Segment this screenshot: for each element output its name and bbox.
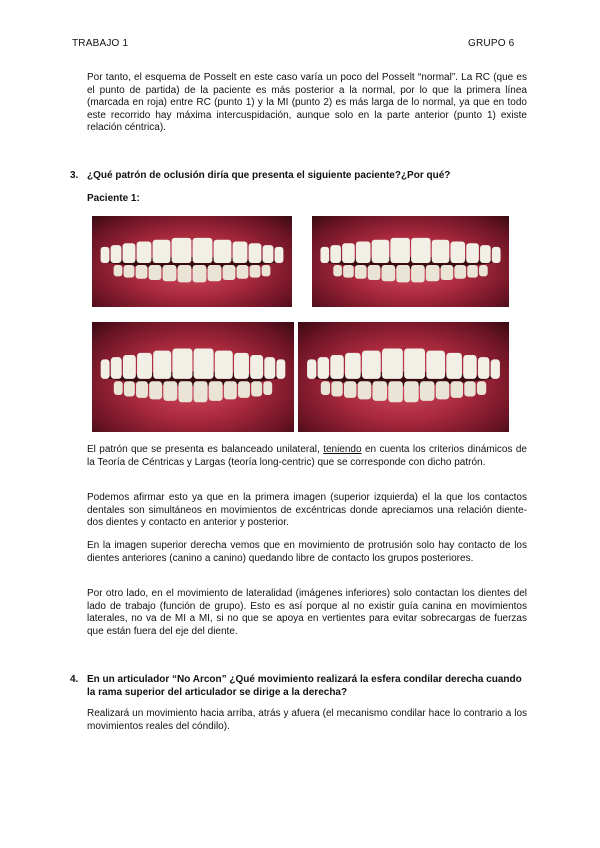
lower-tooth [163,265,177,281]
upper-tooth [276,359,285,378]
upper-tooth [330,355,344,379]
lower-tooth [136,265,148,279]
lower-tooth [404,381,419,402]
lower-tooth [114,381,123,395]
lower-tooth [331,381,342,396]
upper-tooth [480,245,491,263]
upper-tooth [214,240,232,263]
upper-tooth [320,247,329,263]
teeth-photo-top-right [312,216,509,307]
intro-paragraph: Por tanto, el esquema de Posselt en este caso varía un poco del Posselt “normal”. La RC (que es el punto de partida) de la paciente es más posterior a la normal, por lo que la primera línea (marcada en roja) entre RC (punto 1) y la MI (punto 2) es más larga de lo normal, ya que en todo este recorrido hay máxima intercuspidación, aunque solo en la parte anterior (punto 1) existe relación céntrica). [87,72,527,133]
upper-tooth [382,348,403,378]
upper-tooth [193,238,213,263]
upper-tooth [153,240,171,263]
lower-tooth [224,381,237,399]
lower-tooth [467,265,478,278]
upper-tooth [234,353,249,379]
lower-tooth [426,265,440,281]
lower-tooth [114,265,123,276]
upper-tooth [342,243,355,263]
upper-tooth [478,357,489,379]
lower-tooth [388,381,403,402]
lower-tooth [382,265,396,281]
lower-tooth [178,381,192,402]
upper-tooth [111,245,122,263]
upper-tooth [411,238,431,263]
lower-tooth [477,381,486,395]
lower-tooth [194,381,208,402]
upper-tooth [111,357,122,379]
upper-tooth [101,359,110,378]
answer-4-paragraph: Realizará un movimiento hacia arriba, atrás y afuera (el mecanismo condilar hace lo contrario a los movimientos reales del cóndilo). [87,708,527,732]
answer-3-paragraph-4: Por otro lado, en el movimiento de lateralidad (imágenes inferiores) solo contactan los dientes del lado de trabajo (función de grupo). Esto es así porque al no existir guía canina en movimientos laterales, no va de MI a MI, si no que se apoya en vertientes para evitar sobrecargas de fuerzas que están fuera del eje del diente. [87,588,527,637]
upper-tooth [446,353,462,379]
teeth-photo-bottom-left [92,322,294,432]
lower-tooth [136,381,148,398]
upper-tooth [172,238,192,263]
lower-tooth [237,265,249,279]
lower-tooth [238,381,250,398]
lower-tooth [124,265,135,278]
lower-tooth [149,265,162,280]
underlined-word: teniendo [323,444,362,455]
lower-tooth [333,265,342,276]
question-3-text: ¿Qué patrón de oclusión diría que presenta el siguiente paciente?¿Por qué? [87,170,451,181]
question-3 [70,170,530,183]
lower-tooth [263,381,272,395]
upper-tooth [318,357,329,379]
upper-tooth [404,348,425,378]
lower-tooth [163,381,177,401]
answer-3-paragraph-2: Podemos afirmar esto ya que en la primera imagen (superior izquierda) el la que los contactos dentales son simultáneos en movimientos de excéntricas donde apreciamos una relación diente-dos dientes y contacto en anterior y posterior. [87,492,527,528]
upper-tooth [491,359,500,378]
lower-tooth [149,381,162,399]
upper-tooth [215,351,233,379]
upper-tooth [250,355,263,379]
upper-tooth [249,243,262,263]
upper-tooth [372,240,390,263]
lower-tooth [262,265,271,276]
lower-tooth [223,265,236,280]
header-right: GRUPO 6 [468,38,515,49]
answer-3-paragraph-3: En la imagen superior derecha vemos que en movimiento de protrusión solo hay contacto de los dientes anteriores (canino a canino) quedando libre de contacto los grupos posteriores. [87,540,527,564]
lower-tooth [464,381,475,396]
lower-tooth [124,381,135,396]
upper-tooth [390,238,410,263]
lower-tooth [208,265,222,281]
lower-tooth [454,265,466,279]
lower-tooth [343,265,354,278]
lower-tooth [420,381,435,401]
lower-tooth [250,265,261,278]
answer-3-paragraph-1: El patrón que se presenta es balanceado unilateral, teniendo en cuenta los criterios dinámicos de la Teoría de Céntricas y Largas (teoría long-centric) que se corresponde con dicho patrón. [87,444,527,468]
upper-tooth [137,353,152,379]
upper-tooth [123,355,136,379]
lower-tooth [451,381,463,398]
lower-tooth [178,265,192,282]
upper-tooth [101,247,110,263]
teeth-photo-top-left [92,216,292,307]
lower-tooth [209,381,223,401]
lower-tooth [355,265,367,279]
lower-tooth [193,265,207,282]
upper-tooth [172,348,192,378]
upper-tooth [264,357,275,379]
lower-tooth [251,381,262,396]
upper-tooth [233,242,248,264]
lower-tooth [441,265,454,280]
upper-tooth [123,243,136,263]
lower-tooth [411,265,425,282]
upper-tooth [466,243,479,263]
upper-tooth [463,355,477,379]
upper-tooth [426,351,445,379]
upper-tooth [450,242,465,264]
upper-tooth [432,240,450,263]
question-4-number: 4. [70,674,79,685]
question-4-text: En un articulador “No Arcon” ¿Qué movimiento realizará la esfera condilar derecha cuando la rama superior del articulador se dirige a la derecha? [87,674,522,698]
upper-tooth [263,245,274,263]
lower-tooth [321,381,330,395]
upper-tooth [492,247,501,263]
upper-tooth [330,245,341,263]
upper-tooth [356,242,371,264]
lower-tooth [358,381,372,399]
patient-subtitle: Paciente 1: [87,193,140,204]
teeth-photo-bottom-right [298,322,509,432]
lower-tooth [372,381,387,401]
lower-tooth [396,265,410,282]
header-left: TRABAJO 1 [72,38,129,49]
lower-tooth [368,265,381,280]
question-4 [70,674,530,699]
upper-tooth [275,247,284,263]
question-3-number: 3. [70,170,79,181]
lower-tooth [479,265,488,276]
lower-tooth [436,381,450,399]
lower-tooth [344,381,356,398]
upper-tooth [362,351,381,379]
upper-tooth [307,359,316,378]
upper-tooth [153,351,171,379]
upper-tooth [194,348,214,378]
upper-tooth [345,353,361,379]
upper-tooth [137,242,152,264]
